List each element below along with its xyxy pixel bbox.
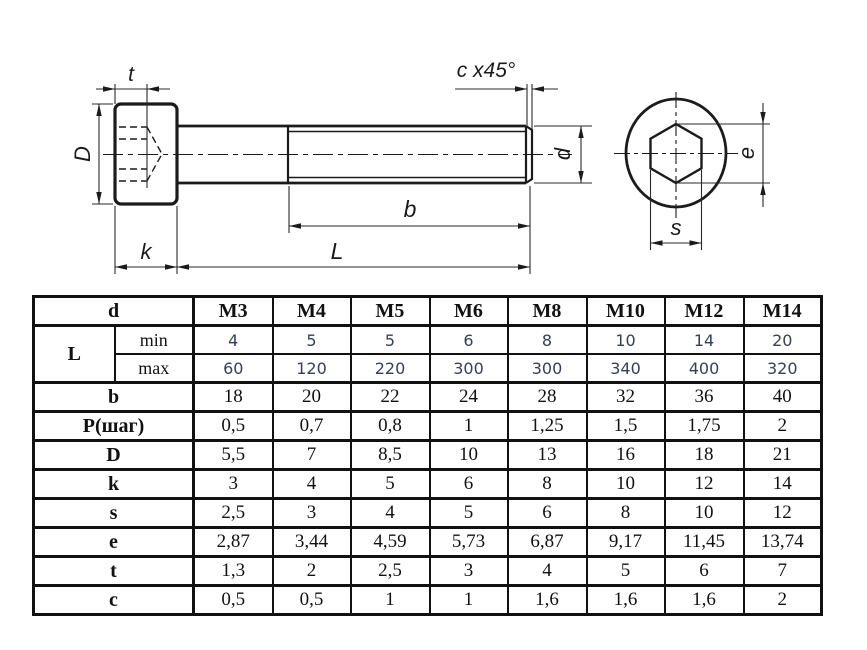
dim-label-t: t (128, 63, 134, 86)
cell: 1,5 (587, 412, 665, 441)
cell: 6 (665, 557, 744, 586)
row-label: Р(шаг) (34, 412, 194, 441)
cell: 4,59 (351, 528, 430, 557)
cell: 220 (351, 354, 430, 383)
cell: 5,5 (194, 441, 273, 470)
cell: 6 (430, 470, 508, 499)
cell: 0,7 (273, 412, 351, 441)
cell: 10 (587, 470, 665, 499)
row-label: c (34, 586, 194, 615)
row-e (34, 528, 822, 557)
cell: 22 (351, 383, 430, 412)
cell: 300 (430, 354, 508, 383)
col-header: M8 (508, 297, 587, 326)
cell: 1,25 (508, 412, 587, 441)
cell: 6 (508, 499, 587, 528)
cell: 3 (430, 557, 508, 586)
cell: 4 (273, 470, 351, 499)
cell: 1 (351, 586, 430, 615)
cell: 10 (587, 326, 665, 355)
dim-label-e: e (734, 146, 759, 160)
cell: 0,5 (194, 586, 273, 615)
cell: 1,6 (665, 586, 744, 615)
cell: 120 (273, 354, 351, 383)
cell: 3 (194, 470, 273, 499)
cell: 18 (194, 383, 273, 412)
cell: 12 (665, 470, 744, 499)
cell: 1 (430, 412, 508, 441)
cell: 13 (508, 441, 587, 470)
cell: 28 (508, 383, 587, 412)
spec-table (32, 295, 823, 616)
col-header: M14 (744, 297, 822, 326)
row-b (34, 383, 822, 412)
cell: 2 (744, 412, 822, 441)
row-label: t (34, 557, 194, 586)
cell: 300 (508, 354, 587, 383)
cell: 20 (273, 383, 351, 412)
cell: 5 (351, 470, 430, 499)
row-c (34, 586, 822, 615)
technical-drawing (0, 0, 867, 292)
cell: 16 (587, 441, 665, 470)
row-t (34, 557, 822, 586)
cell: 4 (351, 499, 430, 528)
cell: 5 (273, 326, 351, 355)
cell: 18 (665, 441, 744, 470)
cell: 2 (273, 557, 351, 586)
row-label: D (34, 441, 194, 470)
row-label-L: L (34, 326, 115, 383)
dim-label-k: k (140, 239, 152, 264)
cell: 7 (744, 557, 822, 586)
cell: 7 (273, 441, 351, 470)
cell: 400 (665, 354, 744, 383)
cell: 1,75 (665, 412, 744, 441)
cell: 340 (587, 354, 665, 383)
dim-label-L: L (330, 238, 344, 264)
cell: 5 (351, 326, 430, 355)
row-L-min (34, 326, 822, 355)
cell: 0,5 (273, 586, 351, 615)
col-header: M4 (273, 297, 351, 326)
sub-label-min: min (115, 326, 194, 355)
cell: 8 (508, 326, 587, 355)
cell: 2,5 (194, 499, 273, 528)
cell: 20 (744, 326, 822, 355)
row-s (34, 499, 822, 528)
cell: 1 (430, 586, 508, 615)
col-header: M10 (587, 297, 665, 326)
cell: 6,87 (508, 528, 587, 557)
cell: 24 (430, 383, 508, 412)
cell: 320 (744, 354, 822, 383)
cell: 10 (665, 499, 744, 528)
dim-label-d: d (550, 147, 575, 161)
cell: 32 (587, 383, 665, 412)
cell: 8,5 (351, 441, 430, 470)
col-header: M5 (351, 297, 430, 326)
cell: 2,5 (351, 557, 430, 586)
cell: 1,3 (194, 557, 273, 586)
col-header: M6 (430, 297, 508, 326)
cell: 8 (508, 470, 587, 499)
dim-label-s: s (670, 215, 682, 240)
cell: 4 (508, 557, 587, 586)
dim-label-b: b (403, 196, 417, 222)
cell: 36 (665, 383, 744, 412)
cell: 5 (587, 557, 665, 586)
col-header: M12 (665, 297, 744, 326)
dim-label-D: D (70, 146, 95, 162)
row-p (34, 412, 822, 441)
row-L-max (34, 354, 822, 383)
corner-label: d (34, 297, 194, 326)
cell: 60 (194, 354, 273, 383)
cell: 14 (665, 326, 744, 355)
cell: 10 (430, 441, 508, 470)
cell: 21 (744, 441, 822, 470)
row-label: b (34, 383, 194, 412)
screw-side-view (103, 104, 572, 204)
cell: 14 (744, 470, 822, 499)
cell: 5 (430, 499, 508, 528)
cell: 6 (430, 326, 508, 355)
cell: 0,8 (351, 412, 430, 441)
sub-label-max: max (115, 354, 194, 383)
cell: 40 (744, 383, 822, 412)
cell: 1,6 (587, 586, 665, 615)
row-label: e (34, 528, 194, 557)
row-label: s (34, 499, 194, 528)
screw-end-view (614, 92, 770, 250)
cell: 13,74 (744, 528, 822, 557)
cell: 12 (744, 499, 822, 528)
cell: 9,17 (587, 528, 665, 557)
cell: 8 (587, 499, 665, 528)
cell: 11,45 (665, 528, 744, 557)
cell: 0,5 (194, 412, 273, 441)
cell: 1,6 (508, 586, 587, 615)
header-row (34, 297, 822, 326)
cell: 3,44 (273, 528, 351, 557)
cell: 2,87 (194, 528, 273, 557)
cell: 3 (273, 499, 351, 528)
row-D (34, 441, 822, 470)
cell: 5,73 (430, 528, 508, 557)
cell: 2 (744, 586, 822, 615)
col-header: M3 (194, 297, 273, 326)
cell: 4 (194, 326, 273, 355)
row-label: k (34, 470, 194, 499)
dim-label-chamfer: c x45° (456, 59, 516, 82)
row-k (34, 470, 822, 499)
